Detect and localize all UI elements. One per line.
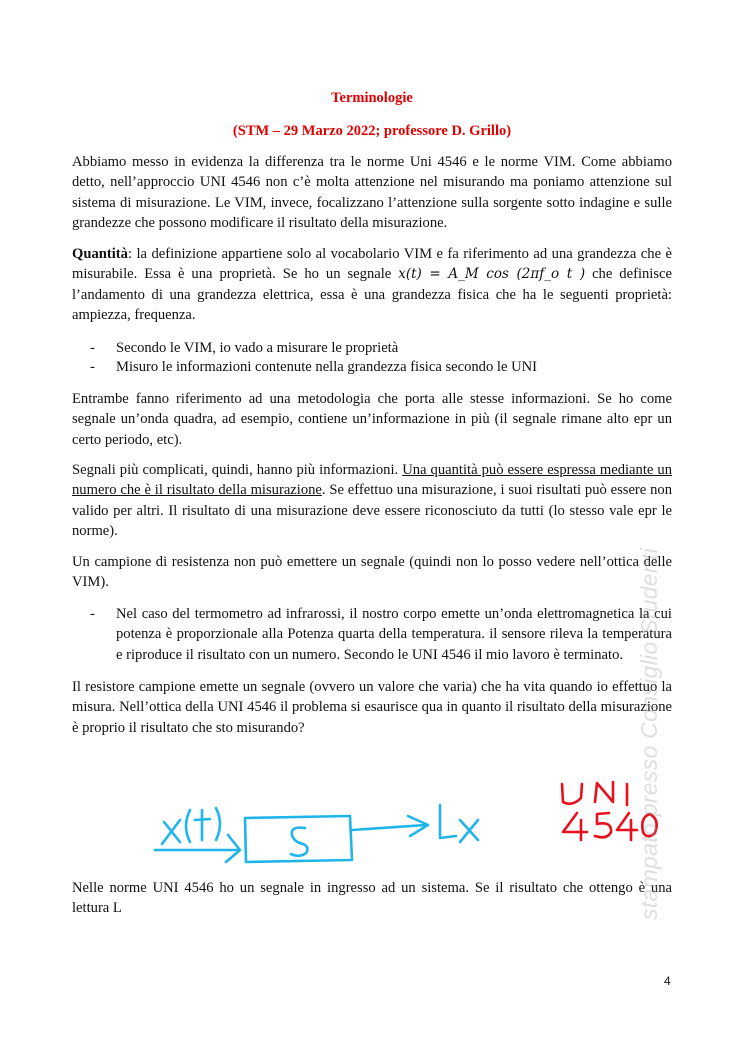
signals-text-a: Segnali più complicati, quindi, hanno più informazioni.	[72, 462, 403, 478]
signal-formula: x(t) = A_M cos (2πf_o t )	[398, 266, 586, 283]
quantita-text-b: che definisce l’andamento di una grandezza elettrica, essa è una grandezza fisica che ha le seguenti proprietà: ampiezza, frequenza.	[72, 266, 672, 323]
paragraph-signals	[72, 460, 672, 541]
bullet-dash: -	[90, 606, 95, 622]
page-title: Terminologie	[331, 90, 413, 106]
paragraph-resistore: Il resistore campione emette un segnale (ovvero un valore che varia) che ha vita quando io effettuo la misura. Nell’ottica della UNI 4546 il problema si esaurisce qua in quanto il risultato della misurazione è proprio il risultato che sto misurando?	[72, 679, 672, 736]
output-arrow	[352, 816, 428, 836]
page-subtitle: (STM – 29 Marzo 2022; professore D. Grillo)	[232, 123, 512, 139]
signals-text-b: . Se effettuo una misurazione, i suoi risultati può essere non valido per altri. Il risultato di una misurazione deve essere riconosciuto da tutti (lo stesso vale epr le norme).	[72, 482, 672, 539]
input-label-x-t	[162, 808, 220, 844]
list-item-text: Misuro le informazioni contenute nella grandezza fisica secondo le UNI	[116, 359, 538, 375]
list-item-text: Nel caso del termometro ad infrarossi, il nostro corpo emette un’onda elettromagnetica la cui potenza è proporzionale alla Potenza quarta della temperatura. il sensore rileva la temperatura e riproduce il risultato con un numero. Secondo le UNI 4546 il mio lavoro è terminato.	[116, 606, 672, 663]
bullet-dash: -	[90, 340, 95, 356]
paragraph-campione: Un campione di resistenza non può emettere un segnale (quindi non lo posso vedere nell’ottica delle VIM).	[72, 554, 672, 591]
page-number: 4	[664, 974, 671, 988]
paragraph-sistema: Nelle norme UNI 4546 ho un segnale in ingresso ad un sistema. Se il risultato che ottengo è una lettura L	[72, 880, 672, 917]
list-item-text: Secondo le VIM, io vado a misurare le proprietà	[116, 340, 399, 356]
block-label-s	[291, 828, 307, 856]
block-diagram	[140, 780, 500, 875]
input-arrow	[155, 835, 240, 862]
paragraph-quantita	[72, 244, 672, 325]
paragraph-square-wave: Entrambe fanno riferimento ad una metodologia che porta alle stesse informazioni. Se ho come segnale un’onda quadra, ad esempio, contiene un’informazione in più (il segnale rimane alto epr un certo periodo, etc).	[72, 391, 672, 448]
output-label-lx	[440, 805, 478, 842]
paragraph-intro: Abbiamo messo in evidenza la differenza tra le norme Uni 4546 e le norme VIM. Come abbiamo detto, nell’approccio UNI 4546 non c’è molta attenzione nel misurando ma poniamo attenzione sul sistema di misurazione. Le VIM, invece, focalizzano l’attenzione sulla sorgente sotto indagine e sulle grandezze che possono modificare il risultato della misurazione.	[72, 154, 672, 231]
bullet-dash: -	[90, 359, 95, 375]
underlined-definition: Una quantità può essere espressa mediante un numero che è il risultato della misurazione	[72, 462, 672, 499]
quantita-text-a: : la definizione appartiene solo al vocabolario VIM e fa riferimento ad una grandezza che è misurabile. Essa è una proprietà. Se ho un segnale	[72, 246, 672, 283]
watermark: stampato presso Consiglio Studenti	[636, 547, 662, 920]
term-quantita: Quantità	[72, 246, 128, 262]
